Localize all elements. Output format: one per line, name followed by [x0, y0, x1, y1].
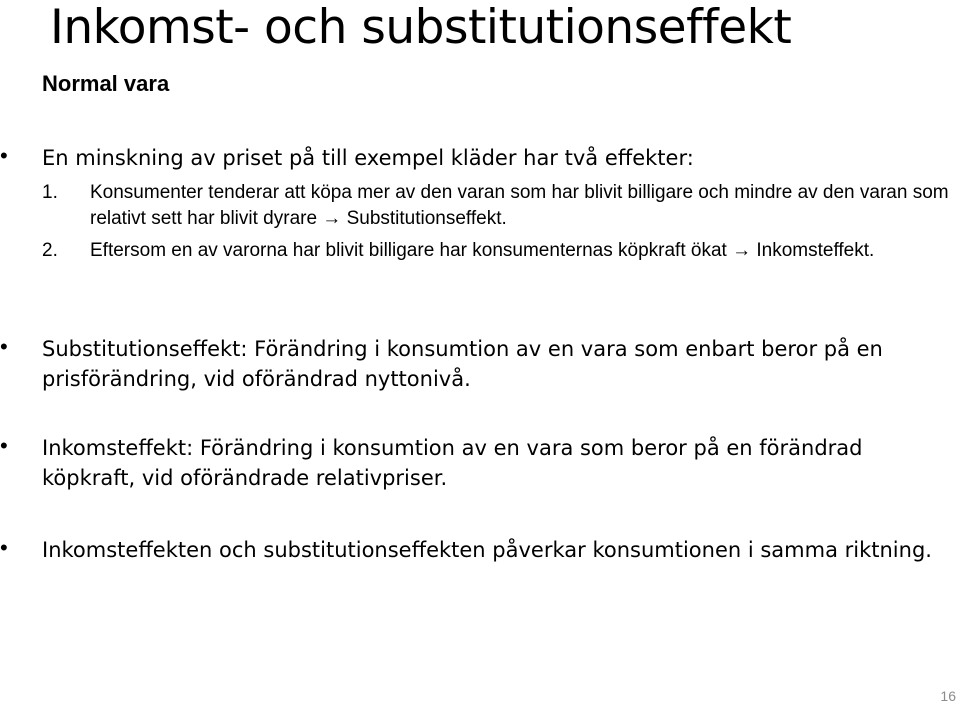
bullet-text: Substitutionseffekt: Förändring i konsumtion av en vara som enbart beror på en prisförändring, vid oförändrad nyttonivå.	[42, 337, 883, 391]
numbered-item-text: Konsumenter tenderar att köpa mer av den varan som har blivit billigare och mindre av den varan som relativt sett har blivit dyrare → Substitutionseffekt.	[90, 182, 949, 229]
slide-title: Inkomst- och substitutionseffekt	[50, 0, 792, 55]
bullet-dot: •	[0, 433, 8, 458]
page-number: 16	[940, 688, 956, 704]
bullet-dot: •	[0, 535, 8, 560]
bullet-text: Inkomsteffekt: Förändring i konsumtion av en vara som beror på en förändrad köpkraft, vid oförändrade relativpriser.	[42, 436, 863, 490]
numbered-item-number: 2.	[42, 240, 58, 261]
bullet-dot: •	[0, 143, 8, 168]
bullet-dot: •	[0, 334, 8, 359]
bullet-text: Inkomsteffekten och substitutionseffekten påverkar konsumtionen i samma riktning.	[42, 538, 932, 562]
slide-subtitle: Normal vara	[42, 71, 170, 96]
numbered-item-number: 1.	[42, 182, 58, 203]
bullet-text: En minskning av priset på till exempel kläder har två effekter:	[42, 146, 694, 170]
numbered-item-text: Eftersom en av varorna har blivit billigare har konsumenternas köpkraft ökat → Inkomsteffekt.	[90, 240, 875, 261]
